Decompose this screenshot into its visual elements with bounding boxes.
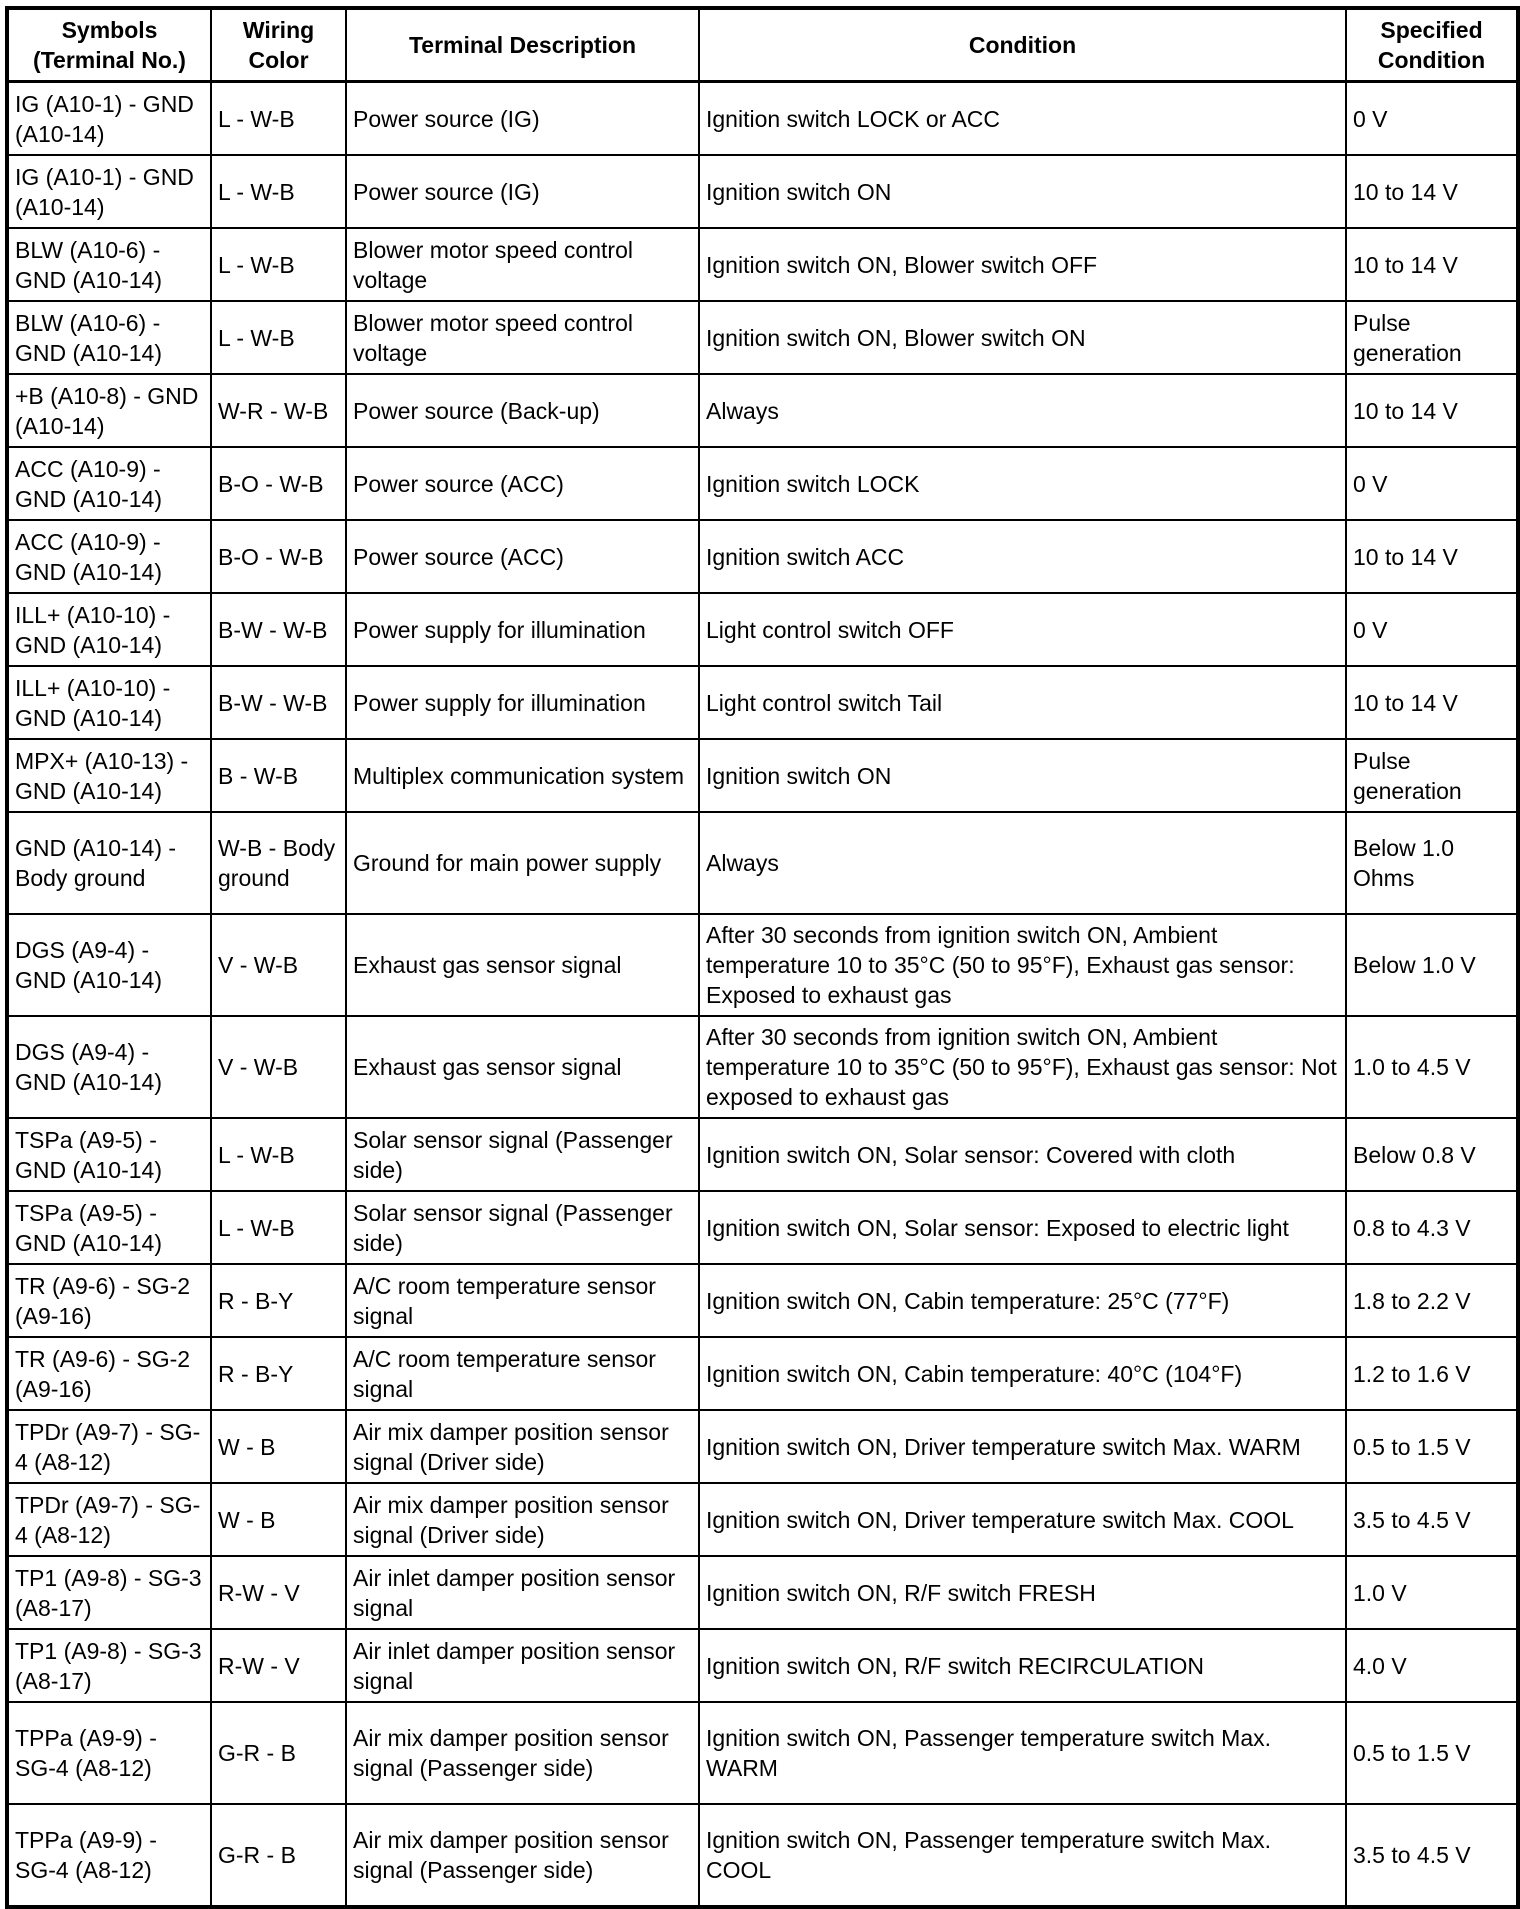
cell-terminal-description: Blower motor speed control voltage (346, 228, 699, 301)
table-row (7, 666, 1518, 739)
cell-specified-condition: 10 to 14 V (1346, 666, 1518, 739)
table-body (7, 82, 1518, 1908)
cell-wiring-color: L - W-B (211, 301, 346, 374)
cell-symbol: TPPa (A9-9) - SG-4 (A8-12) (7, 1804, 211, 1907)
cell-specified-condition: 10 to 14 V (1346, 520, 1518, 593)
table-row (7, 374, 1518, 447)
cell-specified-condition: 4.0 V (1346, 1629, 1518, 1702)
cell-specified-condition: Pulse generation (1346, 301, 1518, 374)
table-row (7, 739, 1518, 812)
table-row (7, 1629, 1518, 1702)
table-row (7, 1804, 1518, 1907)
cell-wiring-color: W-R - W-B (211, 374, 346, 447)
cell-wiring-color: B-W - W-B (211, 666, 346, 739)
cell-symbol: TR (A9-6) - SG-2 (A9-16) (7, 1337, 211, 1410)
cell-terminal-description: A/C room temperature sensor signal (346, 1264, 699, 1337)
cell-symbol: ACC (A10-9) - GND (A10-14) (7, 520, 211, 593)
cell-wiring-color: V - W-B (211, 914, 346, 1016)
cell-terminal-description: Power supply for illumination (346, 593, 699, 666)
cell-wiring-color: B-O - W-B (211, 447, 346, 520)
cell-terminal-description: Blower motor speed control voltage (346, 301, 699, 374)
table-row (7, 1118, 1518, 1191)
cell-wiring-color: L - W-B (211, 82, 346, 156)
cell-specified-condition: Below 0.8 V (1346, 1118, 1518, 1191)
cell-terminal-description: Solar sensor signal (Passenger side) (346, 1118, 699, 1191)
header-specified-condition: Specified Condition (1346, 8, 1518, 82)
cell-wiring-color: W - B (211, 1410, 346, 1483)
cell-condition: Ignition switch ON, Solar sensor: Covered with cloth (699, 1118, 1346, 1191)
terminal-specification-table (5, 6, 1520, 1909)
cell-wiring-color: R - B-Y (211, 1337, 346, 1410)
cell-wiring-color: W-B - Body ground (211, 812, 346, 914)
cell-terminal-description: Power source (IG) (346, 82, 699, 156)
cell-condition: Always (699, 374, 1346, 447)
cell-terminal-description: Power source (Back-up) (346, 374, 699, 447)
cell-condition: Ignition switch ON, Blower switch ON (699, 301, 1346, 374)
cell-terminal-description: Air mix damper position sensor signal (Passenger side) (346, 1702, 699, 1804)
cell-condition: Light control switch Tail (699, 666, 1346, 739)
table-row (7, 155, 1518, 228)
cell-specified-condition: 1.8 to 2.2 V (1346, 1264, 1518, 1337)
cell-wiring-color: L - W-B (211, 1191, 346, 1264)
table-row (7, 1016, 1518, 1118)
cell-terminal-description: Air mix damper position sensor signal (Driver side) (346, 1483, 699, 1556)
cell-symbol: TPDr (A9-7) - SG-4 (A8-12) (7, 1410, 211, 1483)
cell-terminal-description: Air mix damper position sensor signal (Driver side) (346, 1410, 699, 1483)
cell-symbol: IG (A10-1) - GND (A10-14) (7, 155, 211, 228)
cell-wiring-color: L - W-B (211, 155, 346, 228)
cell-wiring-color: B-O - W-B (211, 520, 346, 593)
table-row (7, 1337, 1518, 1410)
cell-wiring-color: R - B-Y (211, 1264, 346, 1337)
cell-terminal-description: A/C room temperature sensor signal (346, 1337, 699, 1410)
table-row (7, 1556, 1518, 1629)
cell-wiring-color: G-R - B (211, 1702, 346, 1804)
table-row (7, 1410, 1518, 1483)
cell-specified-condition: 10 to 14 V (1346, 228, 1518, 301)
cell-symbol: TR (A9-6) - SG-2 (A9-16) (7, 1264, 211, 1337)
cell-symbol: BLW (A10-6) - GND (A10-14) (7, 228, 211, 301)
table-row (7, 301, 1518, 374)
cell-wiring-color: G-R - B (211, 1804, 346, 1907)
cell-condition: Ignition switch ON, Solar sensor: Exposed to electric light (699, 1191, 1346, 1264)
table-row (7, 1702, 1518, 1804)
cell-symbol: ACC (A10-9) - GND (A10-14) (7, 447, 211, 520)
cell-specified-condition: 0.8 to 4.3 V (1346, 1191, 1518, 1264)
cell-condition: Ignition switch ON, Driver temperature switch Max. WARM (699, 1410, 1346, 1483)
cell-specified-condition: 10 to 14 V (1346, 374, 1518, 447)
cell-specified-condition: Below 1.0 Ohms (1346, 812, 1518, 914)
cell-condition: Ignition switch ON, Cabin temperature: 25°C (77°F) (699, 1264, 1346, 1337)
cell-specified-condition: 0.5 to 1.5 V (1346, 1702, 1518, 1804)
cell-condition: After 30 seconds from ignition switch ON, Ambient temperature 10 to 35°C (50 to 95°F), Exhaust gas sensor: Exposed to exhaust gas (699, 914, 1346, 1016)
cell-symbol: GND (A10-14) - Body ground (7, 812, 211, 914)
cell-condition: Ignition switch ON, R/F switch FRESH (699, 1556, 1346, 1629)
cell-symbol: TP1 (A9-8) - SG-3 (A8-17) (7, 1556, 211, 1629)
cell-specified-condition: 3.5 to 4.5 V (1346, 1483, 1518, 1556)
cell-condition: Ignition switch ON (699, 155, 1346, 228)
cell-specified-condition: 10 to 14 V (1346, 155, 1518, 228)
cell-terminal-description: Air inlet damper position sensor signal (346, 1629, 699, 1702)
cell-wiring-color: V - W-B (211, 1016, 346, 1118)
table-row (7, 914, 1518, 1016)
cell-symbol: +B (A10-8) - GND (A10-14) (7, 374, 211, 447)
cell-specified-condition: Below 1.0 V (1346, 914, 1518, 1016)
cell-terminal-description: Power source (ACC) (346, 520, 699, 593)
cell-terminal-description: Air inlet damper position sensor signal (346, 1556, 699, 1629)
cell-specified-condition: 1.0 to 4.5 V (1346, 1016, 1518, 1118)
cell-specified-condition: 0 V (1346, 447, 1518, 520)
cell-symbol: ILL+ (A10-10) - GND (A10-14) (7, 666, 211, 739)
cell-terminal-description: Power supply for illumination (346, 666, 699, 739)
cell-condition: Ignition switch ON, Passenger temperature switch Max. WARM (699, 1702, 1346, 1804)
cell-wiring-color: R-W - V (211, 1556, 346, 1629)
header-row (7, 8, 1518, 82)
header-symbols: Symbols (Terminal No.) (7, 8, 211, 82)
cell-terminal-description: Solar sensor signal (Passenger side) (346, 1191, 699, 1264)
cell-symbol: TP1 (A9-8) - SG-3 (A8-17) (7, 1629, 211, 1702)
cell-specified-condition: 0 V (1346, 82, 1518, 156)
cell-symbol: DGS (A9-4) - GND (A10-14) (7, 914, 211, 1016)
cell-condition: Ignition switch ON, Cabin temperature: 40°C (104°F) (699, 1337, 1346, 1410)
cell-condition: Always (699, 812, 1346, 914)
cell-symbol: TSPa (A9-5) - GND (A10-14) (7, 1118, 211, 1191)
header-wiring-color: Wiring Color (211, 8, 346, 82)
table-row (7, 1264, 1518, 1337)
cell-specified-condition: 1.0 V (1346, 1556, 1518, 1629)
table-row (7, 1191, 1518, 1264)
table-row (7, 228, 1518, 301)
table-row (7, 520, 1518, 593)
cell-symbol: DGS (A9-4) - GND (A10-14) (7, 1016, 211, 1118)
cell-condition: Ignition switch ACC (699, 520, 1346, 593)
cell-terminal-description: Power source (ACC) (346, 447, 699, 520)
cell-condition: Ignition switch ON, Blower switch OFF (699, 228, 1346, 301)
cell-symbol: BLW (A10-6) - GND (A10-14) (7, 301, 211, 374)
table-row (7, 447, 1518, 520)
cell-symbol: IG (A10-1) - GND (A10-14) (7, 82, 211, 156)
table-row (7, 82, 1518, 156)
cell-condition: Ignition switch LOCK or ACC (699, 82, 1346, 156)
cell-wiring-color: B - W-B (211, 739, 346, 812)
cell-wiring-color: B-W - W-B (211, 593, 346, 666)
cell-specified-condition: 1.2 to 1.6 V (1346, 1337, 1518, 1410)
cell-terminal-description: Multiplex communication system (346, 739, 699, 812)
header-terminal-description: Terminal Description (346, 8, 699, 82)
cell-symbol: ILL+ (A10-10) - GND (A10-14) (7, 593, 211, 666)
cell-terminal-description: Exhaust gas sensor signal (346, 914, 699, 1016)
header-condition: Condition (699, 8, 1346, 82)
table-row (7, 1483, 1518, 1556)
cell-terminal-description: Power source (IG) (346, 155, 699, 228)
cell-symbol: MPX+ (A10-13) - GND (A10-14) (7, 739, 211, 812)
table-row (7, 593, 1518, 666)
cell-wiring-color: W - B (211, 1483, 346, 1556)
cell-wiring-color: L - W-B (211, 1118, 346, 1191)
cell-condition: Light control switch OFF (699, 593, 1346, 666)
cell-specified-condition: Pulse generation (1346, 739, 1518, 812)
cell-condition: Ignition switch ON (699, 739, 1346, 812)
cell-symbol: TSPa (A9-5) - GND (A10-14) (7, 1191, 211, 1264)
cell-specified-condition: 0.5 to 1.5 V (1346, 1410, 1518, 1483)
cell-specified-condition: 0 V (1346, 593, 1518, 666)
cell-condition: Ignition switch ON, Passenger temperature switch Max. COOL (699, 1804, 1346, 1907)
cell-wiring-color: L - W-B (211, 228, 346, 301)
cell-wiring-color: R-W - V (211, 1629, 346, 1702)
cell-symbol: TPPa (A9-9) - SG-4 (A8-12) (7, 1702, 211, 1804)
cell-condition: Ignition switch LOCK (699, 447, 1346, 520)
cell-condition: Ignition switch ON, Driver temperature switch Max. COOL (699, 1483, 1346, 1556)
cell-symbol: TPDr (A9-7) - SG-4 (A8-12) (7, 1483, 211, 1556)
cell-terminal-description: Ground for main power supply (346, 812, 699, 914)
cell-terminal-description: Air mix damper position sensor signal (Passenger side) (346, 1804, 699, 1907)
cell-condition: Ignition switch ON, R/F switch RECIRCULATION (699, 1629, 1346, 1702)
cell-specified-condition: 3.5 to 4.5 V (1346, 1804, 1518, 1907)
cell-terminal-description: Exhaust gas sensor signal (346, 1016, 699, 1118)
cell-condition: After 30 seconds from ignition switch ON, Ambient temperature 10 to 35°C (50 to 95°F), Exhaust gas sensor: Not exposed to exhaust gas (699, 1016, 1346, 1118)
table-row (7, 812, 1518, 914)
